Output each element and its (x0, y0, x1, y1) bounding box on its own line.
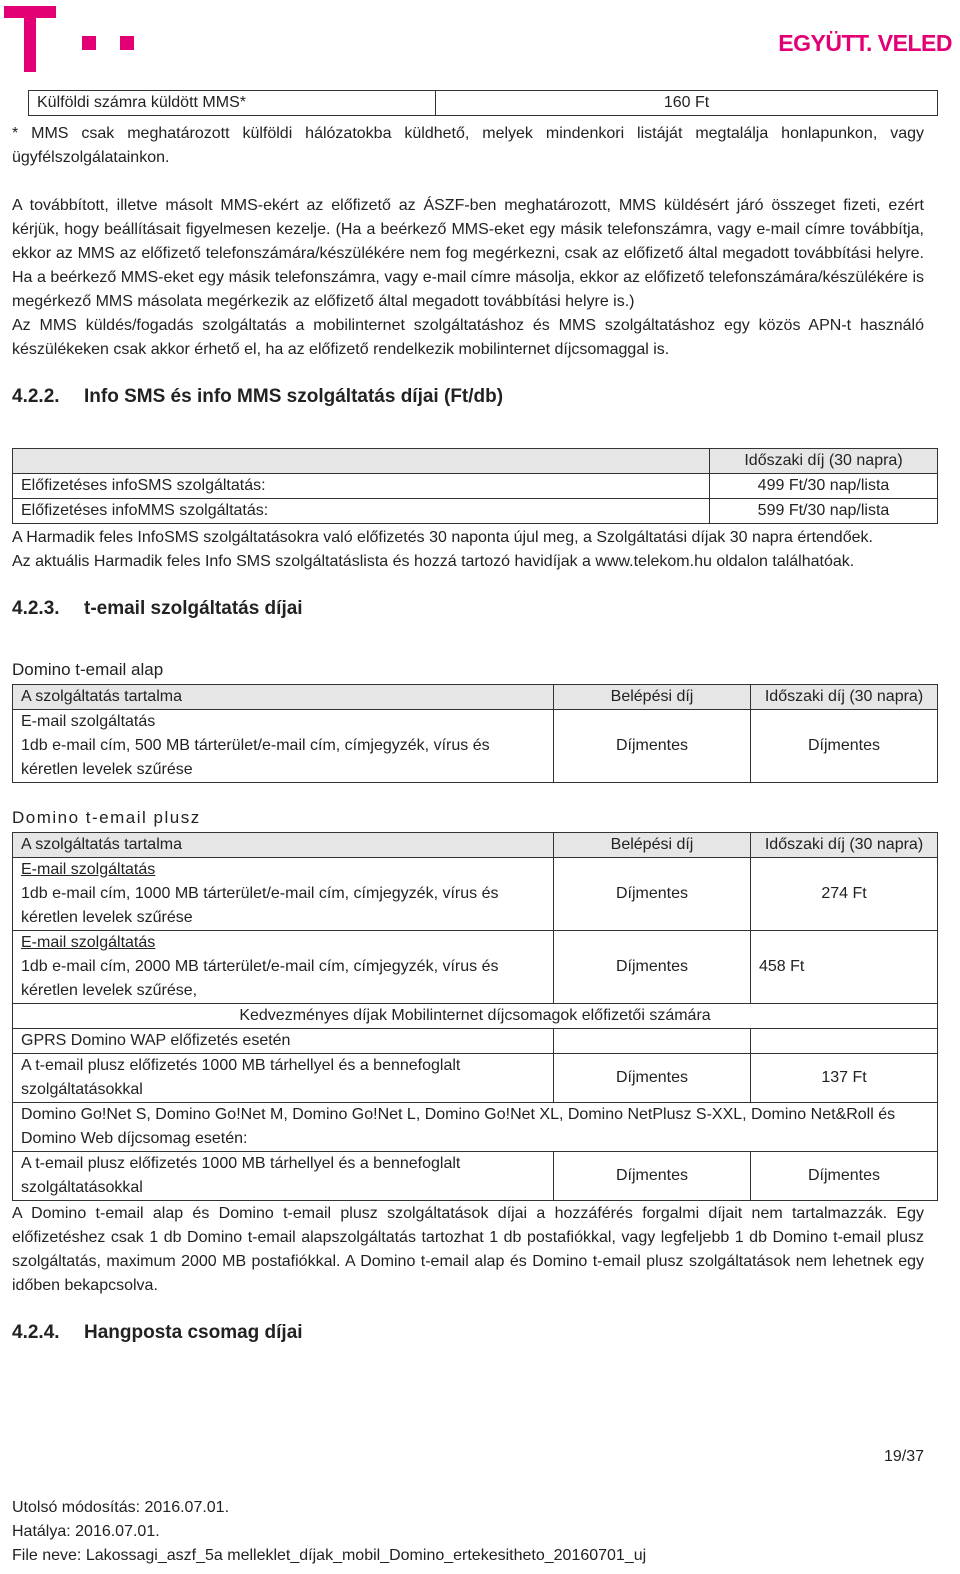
section-heading-4-2-2 (12, 386, 503, 408)
alap-title: Domino t-email alap (12, 660, 164, 679)
plusz-table (12, 832, 938, 1201)
info-row-label: Előfizetéses infoSMS szolgáltatás: (13, 474, 710, 499)
entry-fee: Díjmentes (554, 710, 751, 783)
info-paragraph-2: Az aktuális Harmadik feles Info SMS szolgáltatáslista és hozzá tartozó havidíjak a www.telekom.hu oldalon találhatóak. (12, 553, 855, 570)
section-title: t-email szolgáltatás díjai (84, 598, 303, 619)
brand-square (82, 36, 96, 50)
footer-modified: Utolsó módosítás: 2016.07.01. (12, 1499, 230, 1516)
row-line: 1db e-mail cím, 2000 MB tárterület/e-mail cím, címjegyzék, vírus és (21, 958, 499, 975)
footer-effective: Hatálya: 2016.07.01. (12, 1523, 160, 1540)
col-header-content: A szolgáltatás tartalma (13, 833, 554, 858)
table-row (13, 710, 938, 783)
row-line: E-mail szolgáltatás (21, 861, 156, 878)
section-number: 4.2.2. (12, 386, 60, 407)
email-paragraph: A Domino t-email alap és Domino t-email plusz szolgáltatások díjai a hozzáférés forgalmi díjait nem tartalmazzák. Egy előfizetéshez csak 1 db Domino t-email alapszolgáltatás tartozhat 1 db postafiókkal, vagy legfeljebb 1 db Domino t-email plusz szolgáltatás, maximum 2000 MB postafiókkal. A Domino t-email alap és Domino t-email plusz szolgáltatások nem lehetnek egy időben bekapcsolva. (12, 1205, 924, 1294)
col-header-entry: Belépési díj (554, 833, 751, 858)
mms-note: * MMS csak meghatározott külföldi hálózatokba küldhető, melyek mindenkori listáját megtalálja honlapunkon, vagy ügyfélszolgálatainkon. (12, 125, 924, 166)
mms-price: 160 Ft (436, 91, 938, 116)
footer-filename: File neve: Lakossagi_aszf_5a melleklet_díjak_mobil_Domino_ertekesitheto_20160701_uj (12, 1547, 647, 1564)
gprs-label: GPRS Domino WAP előfizetés esetén (13, 1029, 554, 1054)
row-line: kéretlen levelek szűrése (21, 761, 193, 778)
table-row (13, 931, 938, 1004)
discount-header: Kedvezményes díjak Mobilinternet díjcsomagok előfizetői számára (13, 1004, 938, 1029)
row-line: kéretlen levelek szűrése (21, 909, 193, 926)
info-row-price: 599 Ft/30 nap/lista (710, 499, 938, 524)
row-line: szolgáltatásokkal (21, 1081, 143, 1098)
col-header-period: Időszaki díj (30 napra) (751, 685, 938, 710)
page-number: 19/37 (883, 1448, 924, 1465)
mms-table (28, 90, 938, 116)
table-row (13, 858, 938, 931)
row-line: kéretlen levelek szűrése, (21, 982, 198, 999)
section-number: 4.2.4. (12, 1322, 60, 1343)
col-header-entry: Belépési díj (554, 685, 751, 710)
col-header-period: Időszaki díj (30 napra) (751, 833, 938, 858)
brand-square (120, 36, 134, 50)
table-row (13, 1054, 938, 1103)
table-row (13, 1152, 938, 1201)
info-row-price: 499 Ft/30 nap/lista (710, 474, 938, 499)
telekom-logo (4, 6, 56, 72)
entry-fee: Díjmentes (554, 931, 751, 1004)
row-line: A t-email plusz előfizetés 1000 MB tárhellyel és a bennefoglalt (21, 1155, 461, 1172)
row-line: 1db e-mail cím, 1000 MB tárterület/e-mail cím, címjegyzék, vírus és (21, 885, 499, 902)
entry-fee: Díjmentes (554, 1152, 751, 1201)
table-row (13, 499, 938, 524)
info-table-header: Időszaki díj (30 napra) (710, 449, 938, 474)
info-paragraph-1: A Harmadik feles InfoSMS szolgáltatásokra való előfizetés 30 naponta újul meg, a Szolgáltatási díjak 30 napra értendőek. (12, 529, 873, 546)
slogan: EGYÜTT. VELED (778, 30, 952, 56)
row-line: 1db e-mail cím, 500 MB tárterület/e-mail cím, címjegyzék, vírus és (21, 737, 490, 754)
row-line: szolgáltatásokkal (21, 1179, 143, 1196)
entry-fee: Díjmentes (554, 1054, 751, 1103)
period-fee: Díjmentes (751, 710, 938, 783)
section-heading-4-2-4 (12, 1322, 303, 1344)
apn-paragraph: Az MMS küldés/fogadás szolgáltatás a mobilinternet szolgáltatáshoz és MMS szolgáltatáshoz egy közös APN-t használó készülékeken csak akkor érhető el, ha az előfizető rendelkezik mobilinternet díjcsomaggal is. (12, 317, 924, 358)
section-number: 4.2.3. (12, 598, 60, 619)
logo-stem (24, 6, 36, 72)
info-row-label: Előfizetéses infoMMS szolgáltatás: (13, 499, 710, 524)
entry-fee: Díjmentes (554, 858, 751, 931)
plusz-title: Domino t-email plusz (12, 808, 201, 827)
table-row (13, 474, 938, 499)
row-line: A t-email plusz előfizetés 1000 MB tárhellyel és a bennefoglalt (21, 1057, 461, 1074)
period-fee: 137 Ft (751, 1054, 938, 1103)
mms-label: Külföldi számra küldött MMS* (29, 91, 436, 116)
row-line: E-mail szolgáltatás (21, 713, 156, 730)
period-fee: Díjmentes (751, 1152, 938, 1201)
row-line: E-mail szolgáltatás (21, 934, 156, 951)
mms-paragraph: A továbbított, illetve másolt MMS-ekért az előfizető az ÁSZF-ben meghatározott, MMS küldésért járó összeget fizeti, ezért kérjük, hogy beállításait figyelmesen kezelje. (Ha a beérkező MMS-eket egy másik telefonszámra, vagy e-mail címre továbbítja, ekkor az MMS az előfizető telefonszámára/készülékére nem fog megérkezni, csak az előfizető által megadott továbbítási helyre. Ha a beérkező MMS-eket egy másik telefonszámra, vagy e-mail címre másolja, ekkor az előfizető telefonszámára/készülékére is megérkező MMS másolata megérkezik az előfizető által megadott továbbítási helyre is.) (12, 197, 924, 310)
section-heading-4-2-3 (12, 598, 303, 620)
gonet-label: Domino Go!Net S, Domino Go!Net M, Domino Go!Net L, Domino Go!Net XL, Domino NetPlusz S-XXL, Domino Net&Roll és Domino Web díjcsomag esetén: (13, 1103, 938, 1152)
section-title: Info SMS és info MMS szolgáltatás díjai (Ft/db) (84, 386, 504, 407)
period-fee: 458 Ft (751, 931, 938, 1004)
col-header-content: A szolgáltatás tartalma (13, 685, 554, 710)
period-fee: 274 Ft (751, 858, 938, 931)
alap-table (12, 684, 938, 783)
section-title: Hangposta csomag díjai (84, 1322, 303, 1343)
info-table (12, 448, 938, 524)
